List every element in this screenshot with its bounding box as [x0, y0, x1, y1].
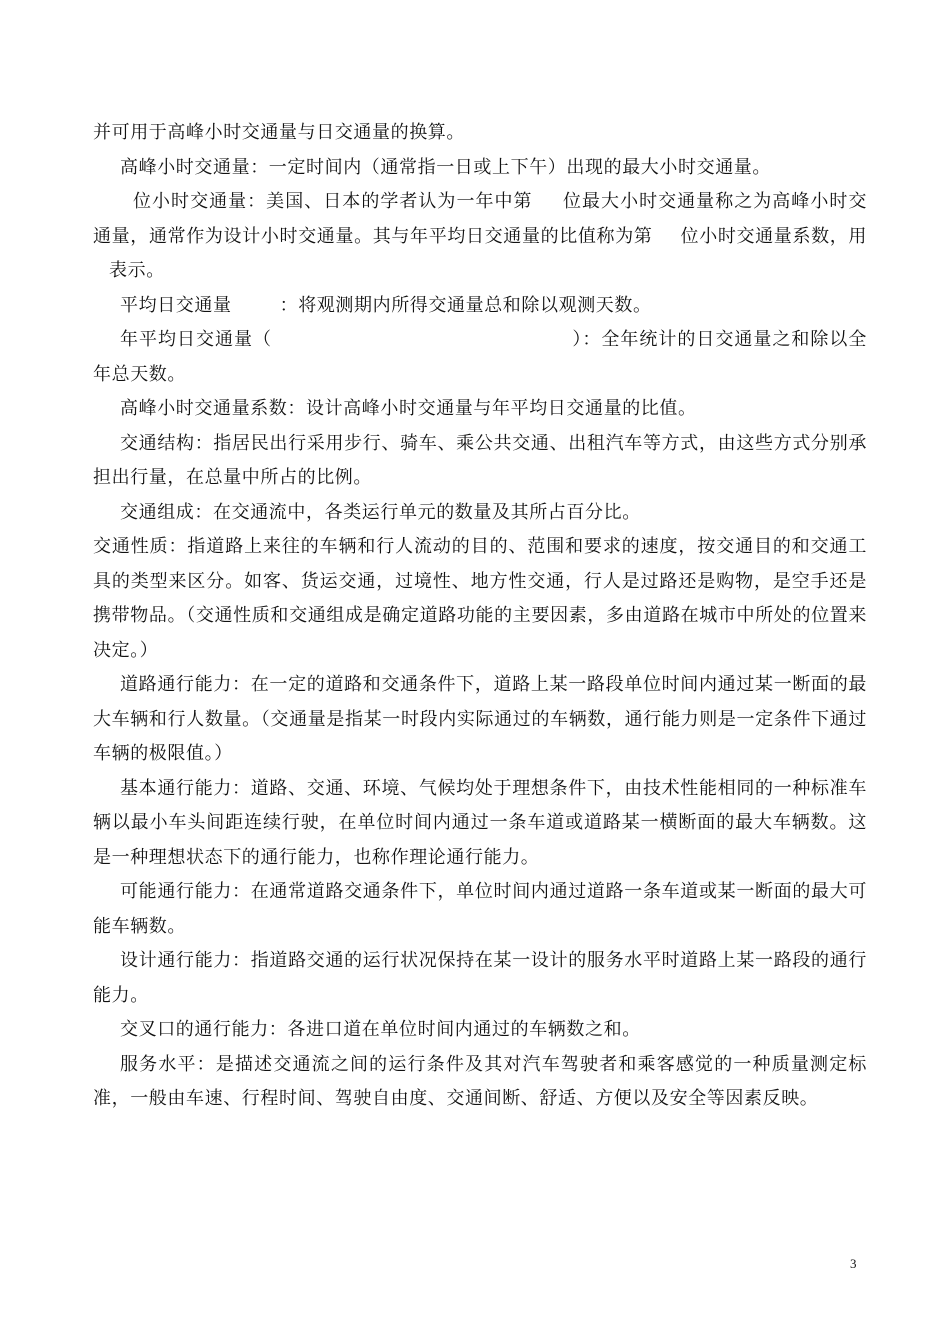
paragraph-basic-capacity: 基本通行能力：道路、交通、环境、气候均处于理想条件下，由技术性能相同的一种标准车辆以最小车头间距连续行驶，在单位时间内通过一条车道或道路某一横断面的最大车辆数。这是一种理想状态下的通行能力，也称作理论通行能力。 — [93, 777, 867, 868]
paragraph-design-capacity: 设计通行能力：指道路交通的运行状况保持在某一设计的服务水平时道路上某一路段的通行能力。 — [93, 950, 867, 1006]
paragraph-traffic-structure: 交通结构：指居民出行采用步行、骑车、乘公共交通、出租汽车等方式，由这些方式分别承担出行量，在总量中所占的比例。 — [93, 432, 867, 488]
nth-hour-text-d: 表示。 — [109, 260, 165, 281]
paragraph-annual-average-daily-volume — [93, 323, 867, 392]
page-number: 3 — [850, 1256, 857, 1271]
paragraph-continuation: 并可用于高峰小时交通量与日交通量的换算。 — [93, 122, 465, 143]
paragraph-possible-capacity: 可能通行能力：在通常道路交通条件下，单位时间内通过道路一条车道或某一断面的最大可能车辆数。 — [93, 881, 867, 937]
paragraph-level-of-service: 服务水平：是描述交通流之间的运行条件及其对汽车驾驶者和乘客感觉的一种质量测定标准，一般由车速、行程时间、驾驶自由度、交通间断、舒适、方便以及安全等因素反映。 — [93, 1053, 867, 1109]
adt-text-a: 平均日交通量 — [120, 294, 232, 316]
nth-hour-text-c: 位小时交通量系数，用 — [680, 225, 867, 247]
paragraph-road-capacity: 道路通行能力：在一定的道路和交通条件下，道路上某一路段单位时间内通过某一断面的最大车辆和行人数量。（交通量是指某一时段内实际通过的车辆数，通行能力则是一定条件下通过车辆的极限值。） — [93, 674, 867, 764]
aadt-text-b: ）：全年统计的日交通量之和除以全年总天数。 — [93, 329, 867, 385]
paragraph-average-daily-volume — [93, 289, 867, 324]
aadt-text-a: 年平均日交通量（ — [120, 329, 272, 350]
adt-text-b: ：将观测期内所得交通量总和除以观测天数。 — [279, 294, 652, 316]
paragraph-peak-hour-factor: 高峰小时交通量系数：设计高峰小时交通量与年平均日交通量的比值。 — [120, 398, 697, 419]
page-body — [93, 116, 867, 1117]
nth-hour-text-b: 位最大小时交通量称之为高峰小时交通量，通常作为设计小时交通量。其与年平均日交通量的比值称为第 — [93, 191, 867, 247]
paragraph-nth-hour-volume — [93, 185, 867, 289]
paragraph-traffic-composition: 交通组成：在交通流中，各类运行单元的数量及其所占百分比。 — [120, 501, 641, 523]
paragraph-intersection-capacity: 交叉口的通行能力：各进口道在单位时间内通过的车辆数之和。 — [120, 1019, 641, 1040]
paragraph-traffic-nature: 交通性质：指道路上来往的车辆和行人流动的目的、范围和要求的速度，按交通目的和交通工具的类型来区分。如客、货运交通，过境性、地方性交通，行人是过路还是购物，是空手还是携带物品。（交通性质和交通组成是确定道路功能的主要因素，多由道路在城市中所处的位置来决定。） — [93, 536, 867, 661]
nth-hour-text-a: 位小时交通量：美国、日本的学者认为一年中第 — [133, 191, 533, 212]
paragraph-peak-hour-volume: 高峰小时交通量：一定时间内（通常指一日或上下午）出现的最大小时交通量。 — [120, 156, 771, 178]
